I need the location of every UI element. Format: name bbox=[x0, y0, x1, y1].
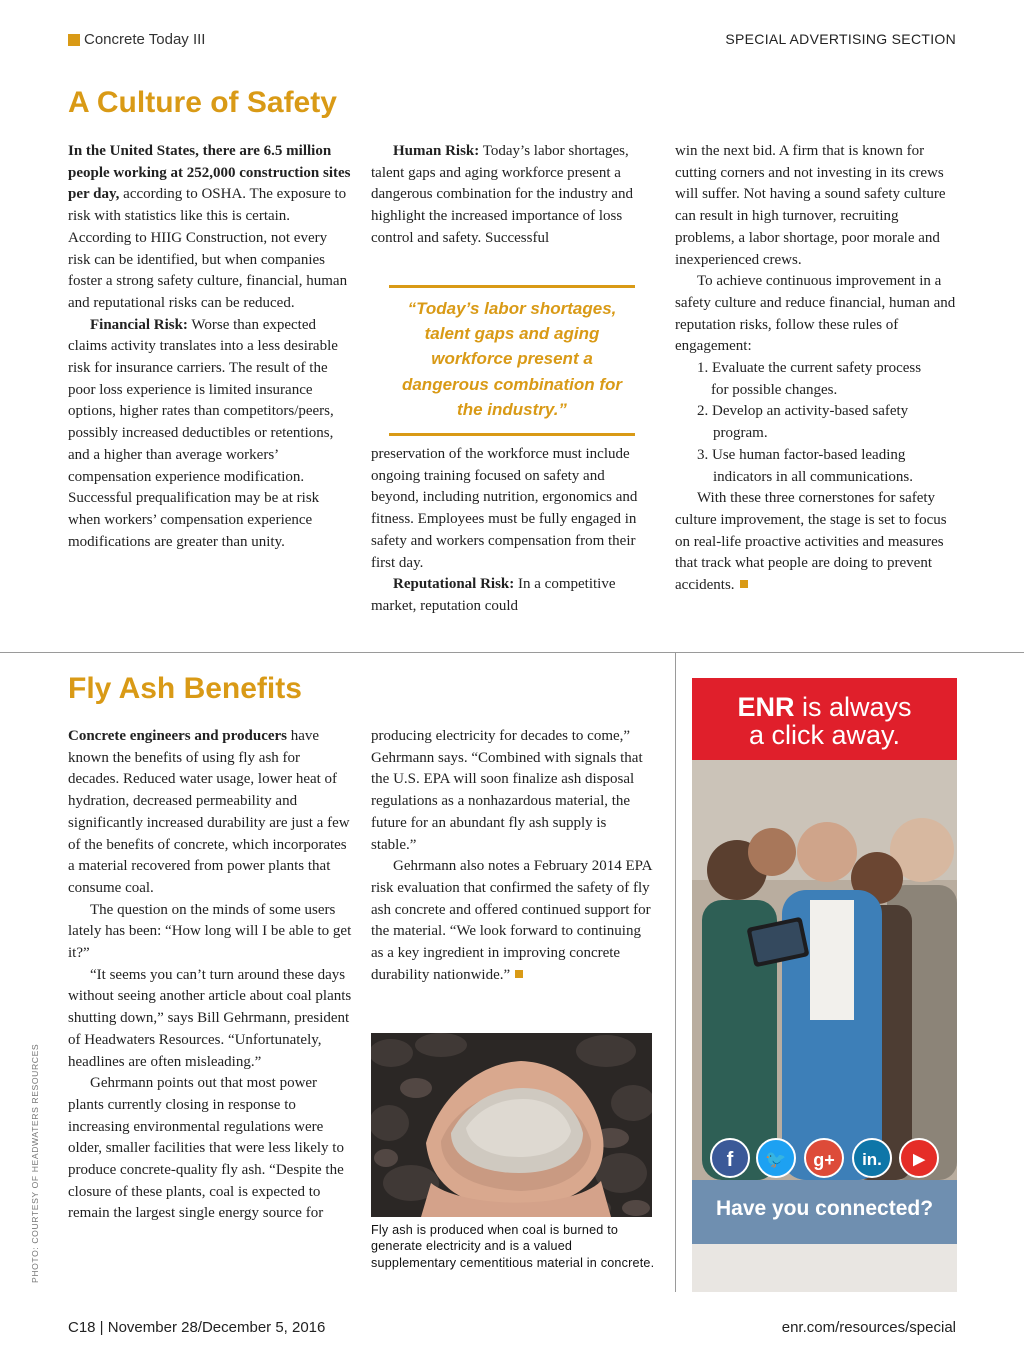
reputational-risk-label: Reputational Risk: bbox=[393, 576, 515, 593]
section-label: SPECIAL ADVERTISING SECTION bbox=[725, 31, 956, 47]
closures-paragraph: Gehrmann points out that most power plants currently closing in response to increasing environmental regulations were older, smaller facilities that were less likely to produce concrete-quality fly ash. “Despite the closure of these plants, coal is expected to remain the largest single energy source for bbox=[68, 1075, 344, 1222]
rules-list-item: for possible changes. bbox=[711, 381, 838, 398]
youtube-icon[interactable]: ▶ bbox=[899, 1138, 939, 1178]
pull-quote-rule-bottom bbox=[389, 433, 635, 436]
financial-risk-text: Worse than expected claims activity translates into a less desirable risk for insurance carriers. The result of the poor loss experience is limited insurance options, higher rates than competitors/peers, possibly increased deductibles or retentions, and a higher than average workers’ compensation experience modification. Successful prequalification may be at risk when workers’ compensation experience modifications are greater than unity. bbox=[68, 316, 338, 550]
rules-list-item: 2. Develop an activity-based safety bbox=[697, 403, 909, 420]
page-number-date: C18 | November 28/December 5, 2016 bbox=[68, 1319, 326, 1336]
fly-ash-column-1 bbox=[68, 726, 352, 1225]
photo-caption: Fly ash is produced when coal is burned to generate electricity and is a valued supplementary cementitious material in concrete. bbox=[371, 1223, 655, 1270]
safety-lead-text: according to OSHA. The exposure to risk with statistics like this is certain. According to HIIG Construction, not every risk can be identified, but when companies foster a strong safety culture, financial, human and reputational risks can be reduced. bbox=[68, 186, 348, 311]
quote-paragraph: “It seems you can’t turn around these days without seeing another article about coal plants shutting down,” says Bill Gehrmann, president of Headwaters Resources. “Unfortunately, headlines are often misleading.” bbox=[68, 966, 352, 1070]
epa-paragraph bbox=[371, 856, 655, 986]
end-mark-icon bbox=[515, 970, 523, 978]
fly-ash-lead-text: have known the benefits of using fly ash for decades. Reduced water usage, lower heat of hydration, decreased permeability and significantly increased durability are just a few of the benefits of concrete, which incorporates a material recovered from power plants that consume coal. bbox=[68, 728, 350, 896]
footer-url[interactable]: enr.com/resources/special bbox=[781, 1319, 956, 1336]
ad-headline-line-1 bbox=[692, 692, 957, 722]
publication-label: Concrete Today III bbox=[84, 31, 206, 48]
rules-list-item: 3. Use human factor-based leading bbox=[697, 446, 906, 463]
facebook-icon[interactable]: f bbox=[710, 1138, 750, 1178]
conclusion-text: With these three cornerstones for safety culture improvement, the stage is set to focus on real-life proactive activities and measures that track what people are doing to prevent accidents. bbox=[675, 490, 947, 594]
reputation-continued-paragraph: win the next bid. A firm that is known for cutting corners and not investing in its crews will suffer. Not having a sound safety culture can result in high turnover, recruiting problems, a labor shortage, poor morale and inexperienced crews. bbox=[675, 143, 946, 268]
rules-list bbox=[675, 358, 960, 488]
twitter-icon[interactable]: 🐦 bbox=[756, 1138, 796, 1178]
safety-column-2-bottom bbox=[371, 444, 655, 618]
fly-ash-photo bbox=[371, 1033, 652, 1217]
fly-ash-lead-bold: Concrete engineers and producers bbox=[68, 728, 288, 744]
human-risk-label: Human Risk: bbox=[393, 143, 480, 159]
safety-lead-bold: In the United States, there are 6.5 million people working at 252,000 construction sites per day, bbox=[68, 143, 351, 203]
fly-ash-column-2 bbox=[371, 726, 655, 986]
google-plus-icon[interactable]: g+ bbox=[804, 1138, 844, 1178]
enr-advertisement[interactable] bbox=[692, 678, 957, 1292]
pull-quote-rule-top bbox=[389, 285, 635, 288]
ad-headline-line-2: a click away. bbox=[748, 720, 901, 750]
ad-headline-banner bbox=[692, 678, 957, 760]
conclusion-paragraph bbox=[675, 488, 960, 597]
article-title-safety: A Culture of Safety bbox=[68, 86, 337, 119]
reputational-risk-paragraph bbox=[371, 574, 655, 617]
safety-column-2-top bbox=[371, 141, 655, 250]
end-mark-icon bbox=[740, 580, 748, 588]
human-risk-paragraph bbox=[371, 141, 655, 250]
reputational-risk-text: In a competitive market, reputation could bbox=[371, 576, 616, 614]
improvement-paragraph: To achieve continuous improvement in a safety culture and reduce financial, human and reputation risks, follow these rules of engagement: bbox=[675, 273, 956, 355]
ad-divider bbox=[675, 652, 676, 1292]
article-title-fly-ash: Fly Ash Benefits bbox=[68, 672, 302, 705]
safety-column-1 bbox=[68, 141, 352, 553]
workforce-paragraph: preservation of the workforce must include ongoing training focused on safety and beyond, including nutrition, ergonomics and fitness. Employees must be fully engaged in safety and workers compensation from their first day. bbox=[371, 446, 638, 571]
safety-column-3 bbox=[675, 141, 960, 597]
linkedin-icon[interactable]: in. bbox=[852, 1138, 892, 1178]
fly-ash-lead-paragraph bbox=[68, 726, 352, 900]
human-risk-text: Today’s labor shortages, talent gaps and aging workforce present a dangerous combination for the industry and highlight the increased importance of loss control and safety. Successful bbox=[371, 143, 634, 246]
publication-name bbox=[68, 31, 205, 48]
electricity-paragraph: producing electricity for decades to come,” Gehrmann says. “Combined with signals that the U.S. EPA will soon finalize ash disposal regulations as a nonhazardous material, the future for an abundant fly ash supply is stable.” bbox=[371, 728, 643, 853]
ad-cta-text[interactable]: Have you connected? bbox=[715, 1197, 934, 1220]
rules-list-item: 1. Evaluate the current safety process bbox=[697, 360, 922, 377]
social-icon-row bbox=[692, 1128, 957, 1180]
epa-text: Gehrmann also notes a February 2014 EPA risk evaluation that confirmed the safety of fly ash concrete and offered continued support for the material. “We look forward to continuing as a key ingredient in improving concrete durability nationwide.” bbox=[371, 858, 652, 983]
section-divider bbox=[0, 652, 1024, 653]
question-paragraph: The question on the minds of some users lately has been: “How long will I be able to get it?” bbox=[68, 901, 352, 962]
ad-brand: ENR bbox=[737, 692, 795, 722]
safety-lead-paragraph bbox=[68, 141, 352, 315]
pull-quote: “Today’s labor shortages, talent gaps and aging workforce present a dangerous combination for the industry.” bbox=[401, 299, 623, 419]
ad-headline-rest: is always bbox=[794, 692, 912, 722]
rules-list-item: indicators in all communications. bbox=[713, 468, 913, 485]
rules-list-item: program. bbox=[713, 425, 768, 442]
ad-photo-group-with-tablet bbox=[692, 760, 957, 1180]
financial-risk-label: Financial Risk: bbox=[90, 316, 188, 333]
accent-square-icon bbox=[68, 34, 80, 46]
photo-credit: PHOTO: COURTESY OF HEADWATERS RESOURCES bbox=[30, 1043, 40, 1283]
financial-risk-paragraph bbox=[68, 315, 352, 554]
